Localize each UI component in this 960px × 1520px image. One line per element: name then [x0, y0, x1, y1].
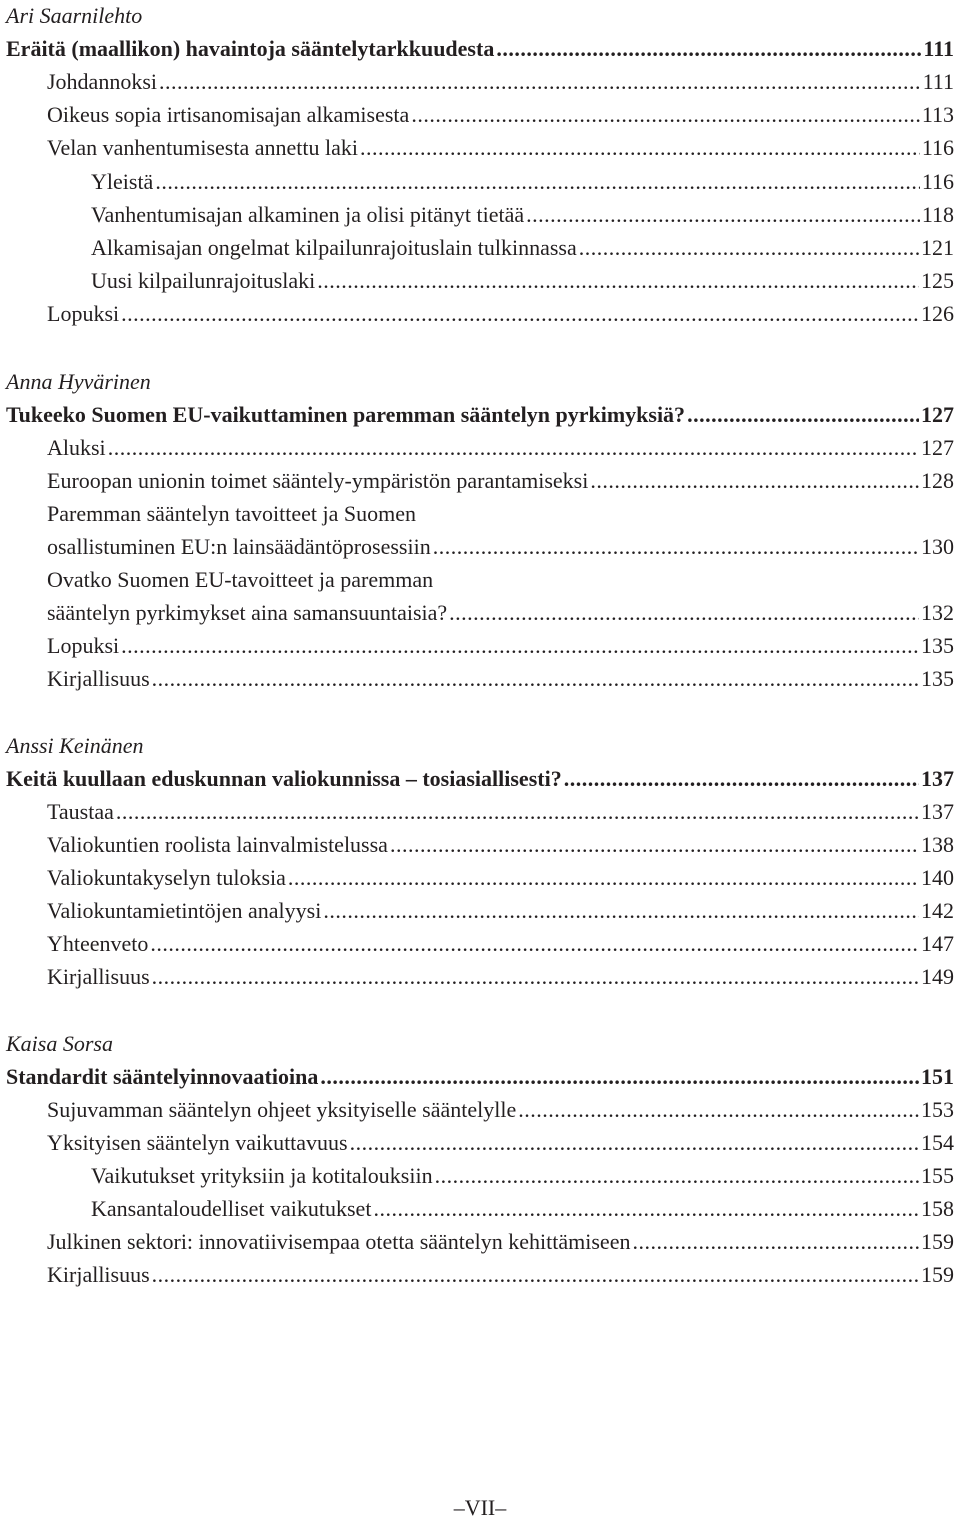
toc-entry [47, 965, 954, 989]
dot-leader [155, 170, 919, 194]
chapter-title-page: 137 [921, 766, 954, 791]
toc-entry-text: Valiokuntamietintöjen analyysi [47, 898, 322, 923]
dot-leader [288, 866, 919, 890]
toc-entry-text: Kirjallisuus [47, 666, 150, 691]
toc-entry [47, 70, 954, 94]
toc-entry-text: Valiokuntien roolista lainvalmistelussa [47, 832, 388, 857]
dot-leader [150, 932, 919, 956]
chapter-title-text: Eräitä (maallikon) havaintoja sääntelytarkkuudesta [6, 36, 495, 61]
toc-entry-text: sääntelyn pyrkimykset aina samansuuntaisia? [47, 600, 448, 625]
toc-entry [47, 601, 954, 625]
toc-entry-text: osallistuminen EU:n lainsäädäntöprosessiin [47, 534, 431, 559]
toc-entry-page: 135 [921, 666, 954, 691]
dot-leader [152, 667, 919, 691]
toc-entry [47, 469, 954, 493]
dot-leader [152, 1263, 919, 1287]
dot-leader [518, 1098, 919, 1122]
toc-entry-page: 149 [921, 964, 954, 989]
dot-leader [564, 767, 919, 791]
dot-leader [323, 899, 919, 923]
section-author: Ari Saarnilehto [6, 3, 143, 28]
toc-subentry-text: Yleistä [91, 169, 154, 194]
dot-leader [159, 70, 921, 94]
toc-entry [47, 932, 954, 956]
chapter-title [6, 1065, 954, 1089]
toc-subentry-text: Kansantaloudelliset vaikutukset [91, 1196, 372, 1221]
dot-leader [121, 634, 919, 658]
dot-leader [152, 965, 919, 989]
toc-subentry-page: 116 [921, 169, 954, 194]
toc-entry-text: Sujuvamman sääntelyn ohjeet yksityiselle sääntelylle [47, 1097, 517, 1122]
toc-subentry-page: 118 [921, 202, 954, 227]
toc-subentry-page: 121 [921, 235, 954, 260]
toc-entry-text: Yksityisen sääntelyn vaikuttavuus [47, 1130, 348, 1155]
toc-entry-page: 128 [921, 468, 954, 493]
chapter-title [6, 767, 954, 791]
dot-leader [433, 535, 919, 559]
toc-entry-page: 127 [921, 435, 954, 460]
toc-entry [47, 866, 954, 890]
toc-subentry [91, 170, 954, 194]
toc-entry-text: Yhteenveto [47, 931, 149, 956]
toc-entry [47, 899, 954, 923]
toc-entry-text: Oikeus sopia irtisanomisajan alkamisesta [47, 102, 410, 127]
dot-leader [411, 103, 920, 127]
dot-leader [121, 302, 919, 326]
toc-entry-text: Julkinen sektori: innovatiivisempaa otetta sääntelyn kehittämiseen [47, 1229, 631, 1254]
toc-subentry-text: Vanhentumisajan alkaminen ja olisi pitänyt tietää [91, 202, 525, 227]
toc-entry-page: 159 [921, 1229, 954, 1254]
toc-entry-page: 137 [921, 799, 954, 824]
toc-entry-page: 130 [921, 534, 954, 559]
toc-entry-first-line: Paremman sääntelyn tavoitteet ja Suomen [47, 501, 417, 526]
chapter-title-text: Keitä kuullaan eduskunnan valiokunnissa – tosiasiallisesti? [6, 766, 562, 791]
toc-entry-page: 116 [921, 135, 954, 160]
toc-entry [47, 833, 954, 857]
chapter-title-page: 151 [921, 1064, 954, 1089]
toc-subentry [91, 203, 954, 227]
toc-entry [47, 667, 954, 691]
toc-subentry-text: Uusi kilpailunrajoituslaki [91, 268, 316, 293]
toc-entry [47, 136, 954, 160]
chapter-title [6, 37, 954, 61]
toc-entry-page: 132 [921, 600, 954, 625]
dot-leader [590, 469, 919, 493]
dot-leader [687, 403, 919, 427]
toc-entry-text: Valiokuntakyselyn tuloksia [47, 865, 286, 890]
toc-entry [47, 1230, 954, 1254]
toc-entry [47, 535, 954, 559]
dot-leader [360, 136, 920, 160]
toc-entry [47, 103, 954, 127]
toc-subentry [91, 269, 954, 293]
toc-subentry-text: Vaikutukset yrityksiin ja kotitalouksiin [91, 1163, 433, 1188]
toc-entry-text: Kirjallisuus [47, 964, 150, 989]
toc-entry-page: 154 [921, 1130, 954, 1155]
toc-entry [47, 634, 954, 658]
section-author: Anssi Keinänen [6, 733, 144, 758]
toc-entry-first-line: Ovatko Suomen EU-tavoitteet ja paremman [47, 567, 434, 592]
toc-entry-text: Johdannoksi [47, 69, 157, 94]
chapter-title-text: Tukeeko Suomen EU-vaikuttaminen paremman sääntelyn pyrkimyksiä? [6, 402, 686, 427]
dot-leader [390, 833, 919, 857]
toc-entry-page: 126 [921, 301, 954, 326]
dot-leader [116, 800, 919, 824]
dot-leader [435, 1164, 919, 1188]
toc-entry-page: 153 [921, 1097, 954, 1122]
toc-subentry-text: Alkamisajan ongelmat kilpailunrajoituslain tulkinnassa [91, 235, 577, 260]
toc-entry-page: 138 [921, 832, 954, 857]
dot-leader [350, 1131, 919, 1155]
dot-leader [526, 203, 920, 227]
toc-subentry [91, 236, 954, 260]
toc-subentry-page: 125 [921, 268, 954, 293]
toc-entry [47, 1131, 954, 1155]
toc-entry [47, 436, 954, 460]
toc-entry-page: 140 [921, 865, 954, 890]
dot-leader [496, 37, 921, 61]
toc-entry-text: Taustaa [47, 799, 114, 824]
toc-entry-page: 135 [921, 633, 954, 658]
dot-leader [317, 269, 919, 293]
toc-entry-text: Velan vanhentumisesta annettu laki [47, 135, 358, 160]
toc-entry-text: Kirjallisuus [47, 1262, 150, 1287]
dot-leader [320, 1065, 919, 1089]
toc-entry-text: Lopuksi [47, 301, 120, 326]
dot-leader [632, 1230, 919, 1254]
toc-entry-text: Aluksi [47, 435, 106, 460]
toc-subentry-page: 155 [921, 1163, 954, 1188]
toc-subentry [91, 1164, 954, 1188]
toc-entry [47, 800, 954, 824]
toc-entry-page: 111 [922, 69, 954, 94]
toc-entry [47, 1263, 954, 1287]
chapter-title [6, 403, 954, 427]
dot-leader [373, 1197, 919, 1221]
page-number: –VII– [453, 1495, 507, 1520]
chapter-title-page: 127 [921, 402, 954, 427]
toc-entry-page: 147 [921, 931, 954, 956]
dot-leader [579, 236, 919, 260]
chapter-title-page: 111 [923, 36, 954, 61]
chapter-title-text: Standardit sääntelyinnovaatioina [6, 1064, 319, 1089]
toc-entry-page: 142 [921, 898, 954, 923]
toc-entry-text: Lopuksi [47, 633, 120, 658]
dot-leader [108, 436, 919, 460]
toc-entry [47, 1098, 954, 1122]
section-author: Anna Hyvärinen [6, 369, 151, 394]
toc-entry [47, 302, 954, 326]
dot-leader [449, 601, 919, 625]
toc-entry-page: 113 [921, 102, 954, 127]
toc-entry-page: 159 [921, 1262, 954, 1287]
toc-subentry-page: 158 [921, 1196, 954, 1221]
toc-subentry [91, 1197, 954, 1221]
toc-entry-text: Euroopan unionin toimet sääntely-ympäristön parantamiseksi [47, 468, 589, 493]
section-author: Kaisa Sorsa [6, 1031, 113, 1056]
